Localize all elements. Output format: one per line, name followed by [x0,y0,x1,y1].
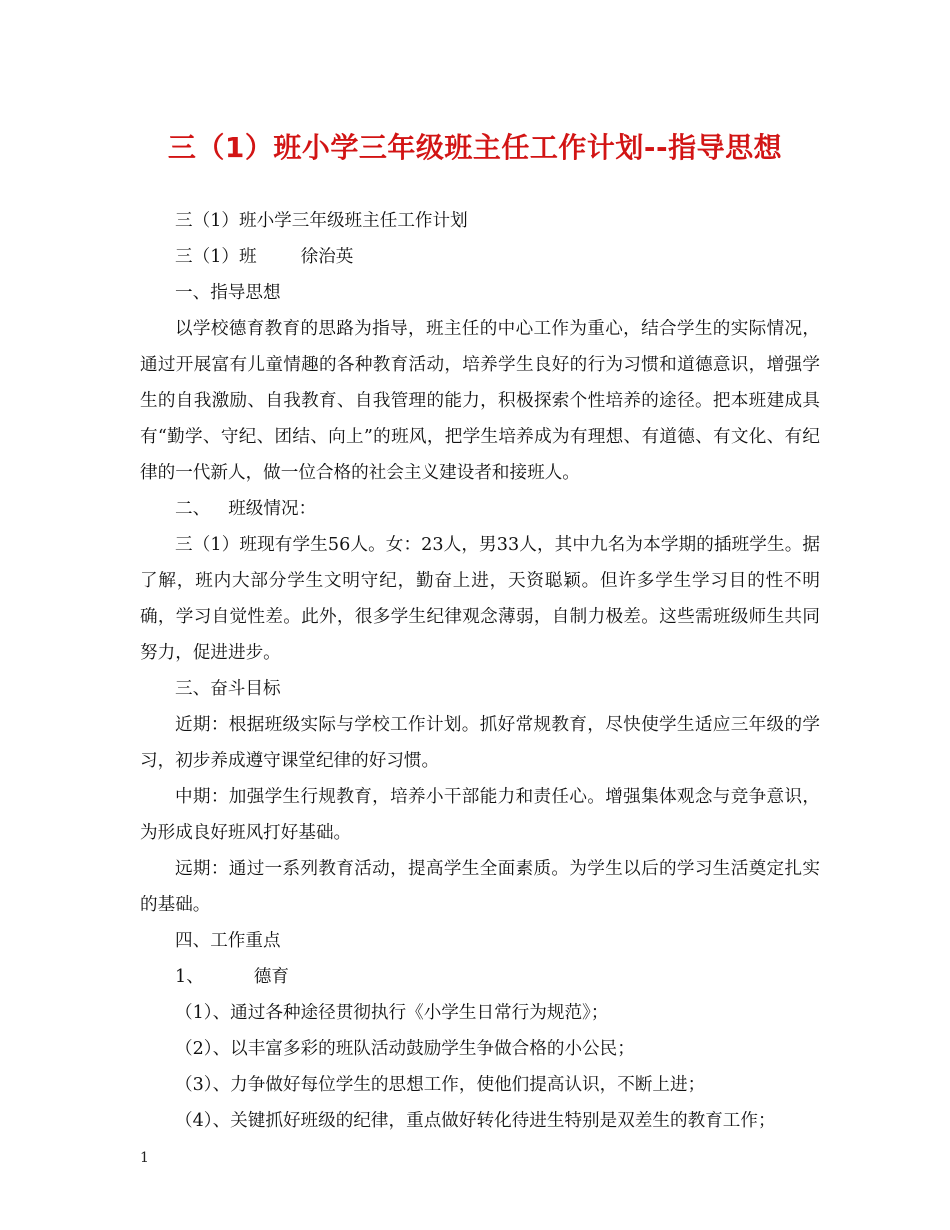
class-teacher-line [140,239,820,275]
section-heading-class-situation [140,491,820,527]
item-moral-education [140,959,820,995]
section-heading-goals: 三、奋斗目标 [175,679,281,699]
item1-number: 1、 [175,967,204,987]
page-number: 1 [140,1150,149,1166]
document-title: 三（1）班小学三年级班主任工作计划--指导思想 [167,131,783,164]
work-point: （4）、关键抓好班级的纪律，重点做好转化待进生特别是双差生的教育工作； [175,1111,776,1131]
item1-label: 德育 [253,967,289,987]
section2-label: 班级情况： [228,499,317,519]
class-name: 三（1）班 [175,247,257,267]
teacher-name: 徐治英 [300,247,354,267]
goal-mid-term: 中期：加强学生行规教育，培养小干部能力和责任心。增强集体观念与竞争意识，为形成良好班风打好基础。 [140,787,820,843]
class-situation-paragraph: 三（1）班现有学生56人。女：23人，男33人，其中九名为本学期的插班学生。据了解，班内大部分学生文明守纪，勤奋上进，天资聪颖。但许多学生学习目的性不明确，学习自觉性差。此外，很多学生纪律观念薄弱，自制力极差。这些需班级师生共同努力，促进进步。 [140,535,820,663]
guiding-thought-paragraph: 以学校德育教育的思路为指导，班主任的中心工作为重心，结合学生的实际情况，通过开展富有儿童情趣的各种教育活动，培养学生良好的行为习惯和道德意识，增强学生的自我激励、自我教育、自我管理的能力，积极探索个性培养的途径。把本班建成具有“勤学、守纪、团结、向上”的班风，把学生培养成为有理想、有道德、有文化、有纪律的一代新人，做一位合格的社会主义建设者和接班人。 [140,319,820,483]
document-body [140,203,820,1139]
goal-near-term: 近期：根据班级实际与学校工作计划。抓好常规教育，尽快使学生适应三年级的学习，初步养成遵守课堂纪律的好习惯。 [140,715,820,771]
work-point: （1）、通过各种途径贯彻执行《小学生日常行为规范》； [175,1003,609,1023]
section-heading-work-focus: 四、工作重点 [175,931,281,951]
section2-number: 二、 [175,499,211,519]
section-heading-guiding-thought: 一、指导思想 [175,283,281,303]
goal-long-term: 远期：通过一系列教育活动，提高学生全面素质。为学生以后的学习生活奠定扎实的基础。 [140,859,820,915]
work-point: （2）、以丰富多彩的班队活动鼓励学生争做合格的小公民； [175,1039,635,1059]
document-subtitle: 三（1）班小学三年级班主任工作计划 [175,211,468,231]
work-point: （3）、力争做好每位学生的思想工作，使他们提高认识，不断上进； [175,1075,706,1095]
